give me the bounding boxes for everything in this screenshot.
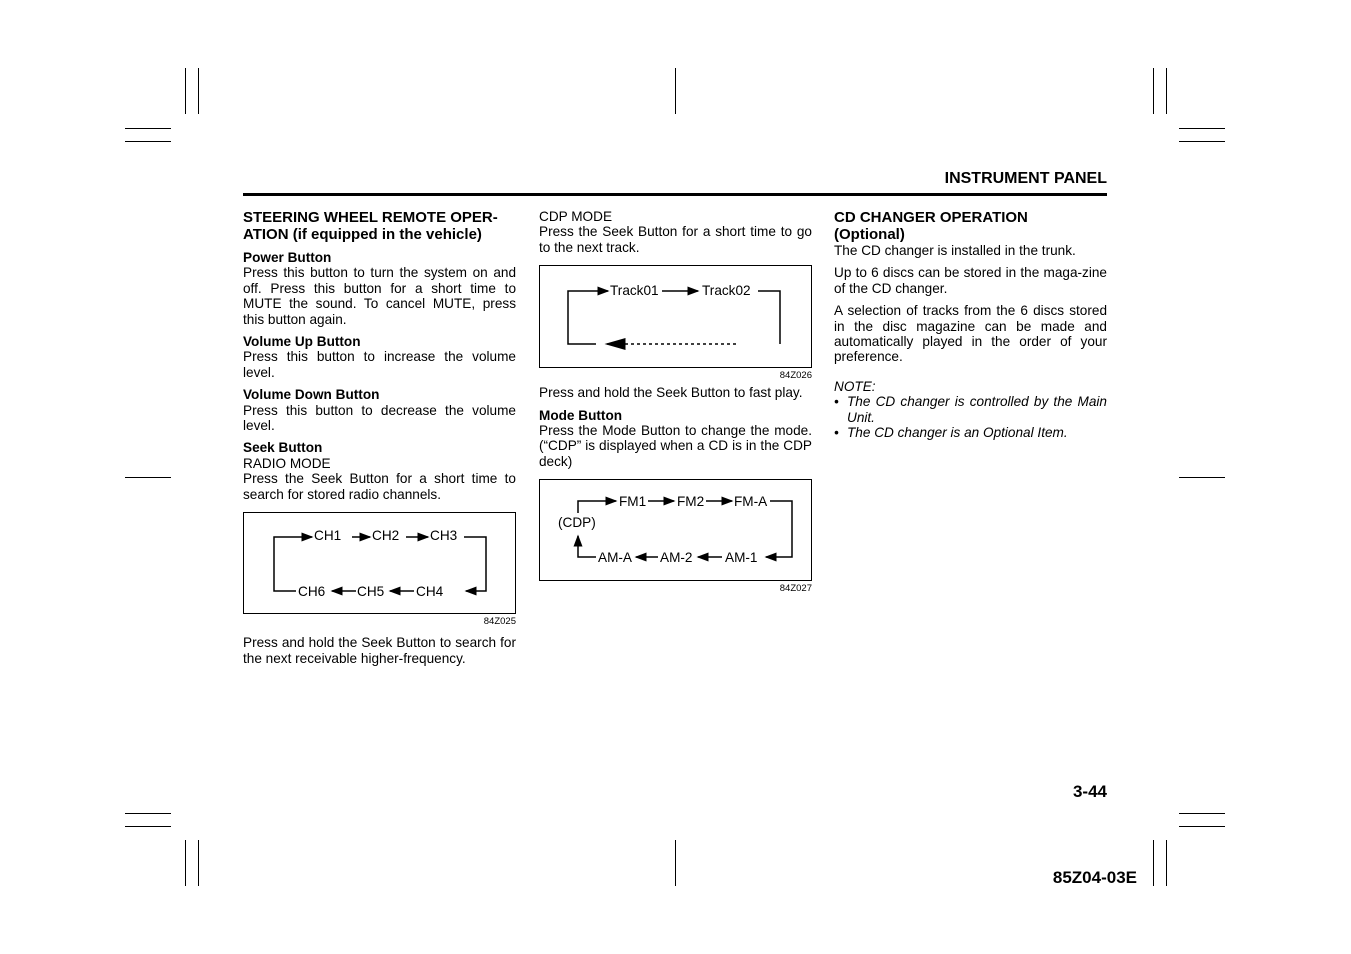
radio-channel-diagram <box>244 513 515 613</box>
mode-label: AM-1 <box>725 550 758 566</box>
cdp-seek-text: Press the Seek Button for a short time to go to the next track. <box>539 224 812 255</box>
crop-mark <box>185 840 186 886</box>
bullet-icon: • <box>834 425 839 441</box>
header-rule <box>243 193 1107 196</box>
volume-up-text: Press this button to increase the volume level. <box>243 349 516 380</box>
mode-cycle-diagram <box>540 480 811 580</box>
channel-label: CH4 <box>416 584 444 600</box>
crop-mark <box>185 68 186 114</box>
note-label: NOTE: <box>834 378 876 394</box>
crop-mark <box>198 68 199 114</box>
seek-button-heading: Seek Button <box>243 440 323 456</box>
figure-mode-cycle <box>539 479 812 581</box>
page-number: 3-44 <box>1072 782 1107 801</box>
section-title: INSTRUMENT PANEL <box>944 170 1107 187</box>
crop-mark <box>675 840 676 886</box>
note-item: • The CD changer is an Optional Item. <box>834 425 1068 441</box>
channel-label: CH2 <box>372 528 400 544</box>
crop-mark <box>1179 813 1225 814</box>
figure-code: 84Z026 <box>779 370 812 382</box>
power-button-heading: Power Button <box>243 250 332 265</box>
mode-button-text: Press the Mode Button to change the mode. (“CDP” is displayed when a CD is in the CDP deck) <box>539 423 812 469</box>
crop-mark <box>1166 68 1167 114</box>
volume-down-text: Press this button to decrease the volume level. <box>243 402 516 434</box>
mode-label: (CDP) <box>558 515 596 531</box>
cdp-mode-label: CDP MODE <box>539 209 613 224</box>
mode-button-heading: Mode Button <box>539 407 623 423</box>
cdp-hold-text: Press and hold the Seek Button to fast play. <box>539 385 803 401</box>
channel-label: CH5 <box>357 584 385 600</box>
crop-mark <box>1153 68 1154 114</box>
document-code: 85Z04-03E <box>1052 868 1137 887</box>
radio-mode-label: RADIO MODE <box>243 455 331 471</box>
column-cd-changer <box>834 209 1107 440</box>
cd-changer-paragraph: A selection of tracks from the 6 discs stored in the disc magazine can be made and automatically played in the order of your preference. <box>834 303 1107 365</box>
figure-radio-channels <box>243 512 516 614</box>
column-steering-remote <box>243 209 516 666</box>
power-button-text: Press this button to turn the system on and off. Press this button for a short time to MUTE the sound. To cancel MUTE, press this button again. <box>243 265 516 327</box>
channel-label: CH3 <box>430 528 458 544</box>
crop-mark <box>125 477 171 478</box>
mode-label: AM-2 <box>660 550 693 566</box>
crop-mark <box>125 826 171 827</box>
figure-code: 84Z025 <box>483 616 516 628</box>
channel-label: CH6 <box>298 584 326 600</box>
bullet-icon: • <box>834 394 839 410</box>
crop-mark <box>198 840 199 886</box>
channel-label: CH1 <box>314 528 342 544</box>
track-label: Track02 <box>702 283 751 299</box>
figure-code: 84Z027 <box>779 583 812 595</box>
mode-label: FM2 <box>677 494 705 510</box>
section-heading: CD CHANGER OPERATION (Optional) <box>834 209 1028 243</box>
mode-label: AM-A <box>598 550 632 566</box>
section-heading: STEERING WHEEL REMOTE OPER- ATION (if equipped in the vehicle) <box>243 209 498 243</box>
crop-mark <box>1166 840 1167 886</box>
seek-hold-text: Press and hold the Seek Button to search for the next receivable higher-frequency. <box>243 635 516 666</box>
mode-label: FM-A <box>734 494 768 510</box>
figure-track-skip <box>539 265 812 368</box>
crop-mark <box>1179 128 1225 129</box>
cd-changer-paragraph: The CD changer is installed in the trunk. <box>834 243 1076 258</box>
crop-mark <box>125 141 171 142</box>
column-cdp-mode <box>539 209 812 594</box>
crop-mark <box>125 813 171 814</box>
mode-label: FM1 <box>619 494 647 510</box>
crop-mark <box>1179 826 1225 827</box>
track-skip-diagram <box>540 266 811 367</box>
volume-up-heading: Volume Up Button <box>243 334 361 350</box>
crop-mark <box>1179 141 1225 142</box>
track-label: Track01 <box>610 283 659 299</box>
crop-mark <box>675 68 676 114</box>
seek-radio-text: Press the Seek Button for a short time to search for stored radio channels. <box>243 471 516 502</box>
cd-changer-paragraph: Up to 6 discs can be stored in the maga-zine of the CD changer. <box>834 265 1107 296</box>
crop-mark <box>125 128 171 129</box>
note-item: • The CD changer is controlled by the Main Unit. <box>834 394 1107 425</box>
volume-down-heading: Volume Down Button <box>243 387 380 403</box>
crop-mark <box>1179 477 1225 478</box>
crop-mark <box>1153 840 1154 886</box>
